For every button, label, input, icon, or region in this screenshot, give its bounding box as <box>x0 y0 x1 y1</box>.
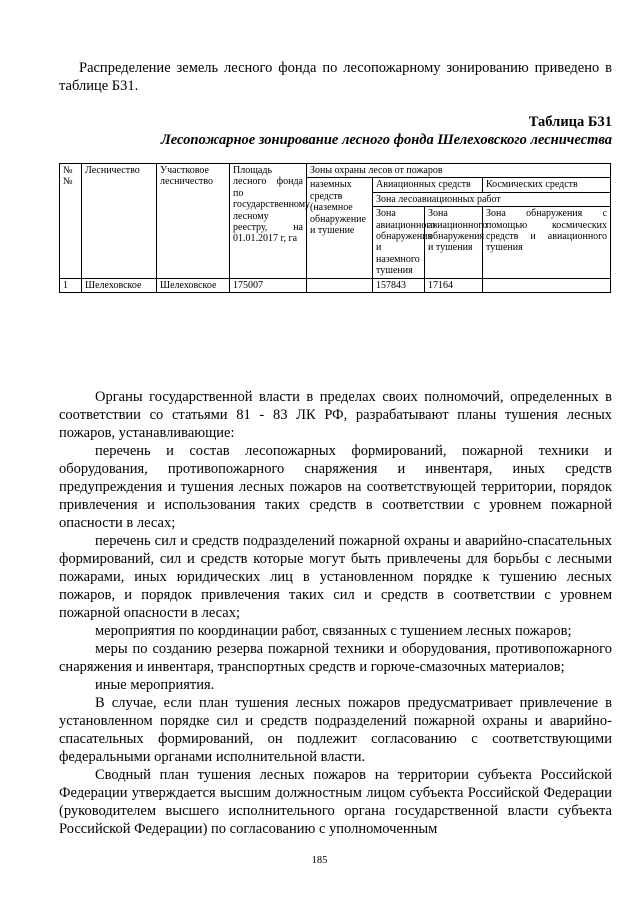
cell-aviation-detection: 157843 <box>373 278 425 292</box>
cell-aviation-extinguish: 17164 <box>425 278 483 292</box>
table-row <box>60 278 611 292</box>
header-zones: Зоны охраны лесов от пожаров <box>307 164 611 178</box>
cell-num: 1 <box>60 278 82 292</box>
header-num: № № <box>60 164 82 279</box>
header-ground: наземных средств (наземное обнаружение и тушение <box>307 178 373 278</box>
table-label: Таблица Б31 <box>528 114 612 130</box>
page-number: 185 <box>311 855 328 866</box>
body-paragraph: мероприятия по координации работ, связанных с тушением лесных пожаров; <box>95 623 572 639</box>
header-forestry: Лесничество <box>82 164 157 279</box>
cell-ground <box>307 278 373 292</box>
header-aviation-extinguish: Зона авиационного обнаружения и тушения <box>425 207 483 278</box>
header-forest-aviation: Зона лесоавиационных работ <box>373 192 611 206</box>
cell-district: Шелеховское <box>157 278 230 292</box>
header-aviation: Авиационных средств <box>373 178 483 192</box>
body-paragraph: Сводный план тушения лесных пожаров на территории субъекта Российской Федерации утверждается высшим должностным лицом субъекта Российской Федерации (руководителем высшего исполнительного органа государственной власти субъекта Российской Федерации) по согласованию с уполномоченным <box>59 767 612 837</box>
body-paragraph: меры по созданию резерва пожарной техники и оборудования, противопожарного снаряжения и инвентаря, транспортных средств и горюче-смазочных материалов; <box>59 641 612 675</box>
header-area: Площадь лесного фонда по государственному лесному реестру, на 01.01.2017 г, га <box>230 164 307 279</box>
header-district: Участковое лесничество <box>157 164 230 279</box>
body-paragraph: перечень сил и средств подразделений пожарной охраны и аварийно-спасательных формирований, сил и средств которые могут быть привлечены для борьбы с лесными пожарами, иных юридических лиц в установленном порядке к тушению лесных пожаров, и порядок привлечения таких сил и средств в соответствии с уровнем пожарной опасности в лесах; <box>59 533 612 621</box>
table-header-row <box>60 164 611 178</box>
body-text <box>59 388 612 838</box>
header-aviation-detection: Зона авиационного обнаружения и наземного тушения <box>373 207 425 278</box>
header-space: Космических средств <box>483 178 611 192</box>
table-caption: Лесопожарное зонирование лесного фонда Шелеховского лесничества <box>160 132 612 148</box>
cell-forestry: Шелеховское <box>82 278 157 292</box>
header-space-detection: Зона обнаружения с помощью космических средств и авиационного тушения <box>483 207 611 278</box>
intro-paragraph: Распределение земель лесного фонда по лесопожарному зонированию приведено в таблице Б31. <box>59 60 612 94</box>
body-paragraph: перечень и состав лесопожарных формирований, пожарной техники и оборудования, противопожарного снаряжения и инвентаря, иных средств предупреждения и тушения лесных пожаров на соответствующей территории, порядок привлечения и использования таких средств в соответствии с уровнем пожарной опасности в лесах; <box>59 443 612 531</box>
body-paragraph: Органы государственной власти в пределах своих полномочий, определенных в соответствии со статьями 81 - 83 ЛК РФ, разрабатывают планы тушения лесных пожаров, устанавливающие: <box>59 389 612 441</box>
cell-area: 175007 <box>230 278 307 292</box>
body-paragraph: иные мероприятия. <box>95 677 215 693</box>
cell-space-detection <box>483 278 611 292</box>
zoning-table <box>59 163 611 293</box>
body-paragraph: В случае, если план тушения лесных пожаров предусматривает привлечение в установленном порядке сил и средств подразделений пожарной охраны и аварийно-спасательных формирований, он подлежит согласованию с соответствующими федеральными органами исполнительной власти. <box>59 695 612 765</box>
